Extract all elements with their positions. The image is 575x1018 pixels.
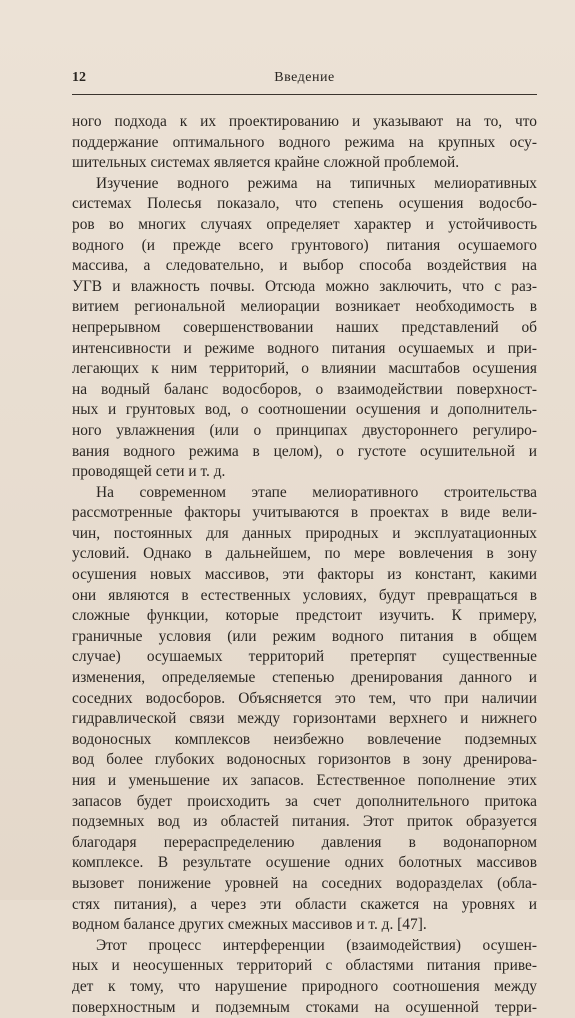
text-line: ного увлажнения (или о принципах двустороннего регулиро- bbox=[72, 421, 537, 439]
text-line: интенсивности и режиме водного питания осушаемых и при- bbox=[72, 339, 537, 357]
text-line: они являются в естественных условиях, будут превращаться в bbox=[72, 586, 537, 604]
text-line: Этот процесс интерференции (взаимодействия) осушен- bbox=[96, 936, 537, 954]
paragraph bbox=[72, 936, 537, 1018]
text-line: ров во многих случаях определяет характер и устойчивость bbox=[72, 215, 537, 233]
text-line: соседних водосборов. Объясняется это тем, что при наличии bbox=[72, 689, 537, 707]
text-line: граничные условия (или режим водного питания в общем bbox=[72, 627, 537, 645]
body-text bbox=[72, 112, 537, 1018]
text-line: дет к тому, что нарушение природного соотношения между bbox=[72, 977, 537, 995]
text-line: легающих к ним территорий, о влиянии масштабов осушения bbox=[72, 360, 537, 378]
text-line: водном балансе других смежных массивов и т. д. [47]. bbox=[72, 916, 427, 934]
text-line: вания водного режима в целом), о густоте осушительной и bbox=[72, 442, 537, 460]
page-number: 12 bbox=[72, 70, 86, 85]
text-line: чин, постоянных для данных природных и эксплуатационных bbox=[72, 524, 537, 542]
paragraph bbox=[72, 174, 537, 483]
text-line: проводящей сети и т. д. bbox=[72, 463, 226, 481]
text-line: случае) осушаемых территорий претерпят существенные bbox=[72, 648, 537, 666]
text-line: Изучение водного режима на типичных мелиоративных bbox=[96, 174, 537, 192]
running-title: Введение bbox=[274, 70, 335, 85]
text-line: гидравлической связи между горизонтами верхнего и нижнего bbox=[72, 710, 537, 728]
text-line: непрерывном совершенствовании наших представлений об bbox=[72, 318, 537, 336]
text-line: витием региональной мелиорации возникает необходимость в bbox=[72, 298, 537, 316]
text-line: ных и грунтовых вод, о соотношении осушения и дополнитель- bbox=[72, 401, 537, 419]
text-line: поддержание оптимального водного режима на крупных осу- bbox=[72, 133, 537, 151]
text-line: подземных вод из областей питания. Этот приток образуется bbox=[72, 813, 537, 831]
text-line: вызовет понижение уровней на соседних водоразделах (обла- bbox=[72, 874, 537, 892]
paragraph bbox=[72, 483, 537, 936]
text-line: массива, а следовательно, и выбор способа воздействия на bbox=[72, 257, 537, 275]
text-line: запасов будет происходить за счет дополнительного притока bbox=[72, 792, 537, 810]
text-line: шительных системах является крайне сложной проблемой. bbox=[72, 154, 460, 172]
text-line: ния и уменьшение их запасов. Естественное пополнение этих bbox=[72, 772, 537, 789]
text-line: изменения, определяемые степенью дренирования данного и bbox=[72, 669, 537, 687]
text-line: водного (и прежде всего грунтового) питания осушаемого bbox=[72, 236, 537, 254]
text-line: на водный баланс водосборов, о взаимодействии поверхност- bbox=[72, 380, 537, 398]
text-line: На современном этапе мелиоративного строительства bbox=[96, 483, 537, 501]
text-line: условий. Однако в дальнейшем, по мере вовлечения в зону bbox=[72, 545, 537, 563]
text-line: ных и неосушенных территорий с областями питания приве- bbox=[72, 957, 537, 975]
text-line: осушения новых массивов, эти факторы из констант, какими bbox=[72, 566, 537, 584]
text-line: вод более глубоких водоносных горизонтов в зону дренирова- bbox=[72, 751, 537, 769]
text-line: рассмотренные факторы учитываются в проектах в виде вели- bbox=[72, 504, 537, 522]
text-line: ного подхода к их проектированию и указывают на то, что bbox=[72, 113, 537, 130]
text-line: водоносных комплексов неизбежно вовлечение подземных bbox=[72, 730, 537, 748]
header-rule bbox=[72, 94, 537, 95]
page-header bbox=[72, 70, 537, 94]
text-line: поверхностным и подземным стоками на осушенной терри- bbox=[72, 998, 537, 1016]
text-line: благодаря перераспределению давления в водонапорном bbox=[72, 833, 537, 851]
paragraph bbox=[72, 112, 537, 174]
text-line: комплексе. В результате осушение одних болотных массивов bbox=[72, 854, 537, 872]
text-line: стях питания), а через эти области скажется на уровнях и bbox=[72, 895, 537, 913]
text-line: УГВ и влажность почвы. Отсюда можно заключить, что с раз- bbox=[72, 277, 537, 295]
text-line: сложные функции, которые предстоит изучить. К примеру, bbox=[72, 607, 537, 625]
text-line: системах Полесья показало, что степень осушения водосбо- bbox=[72, 195, 537, 213]
